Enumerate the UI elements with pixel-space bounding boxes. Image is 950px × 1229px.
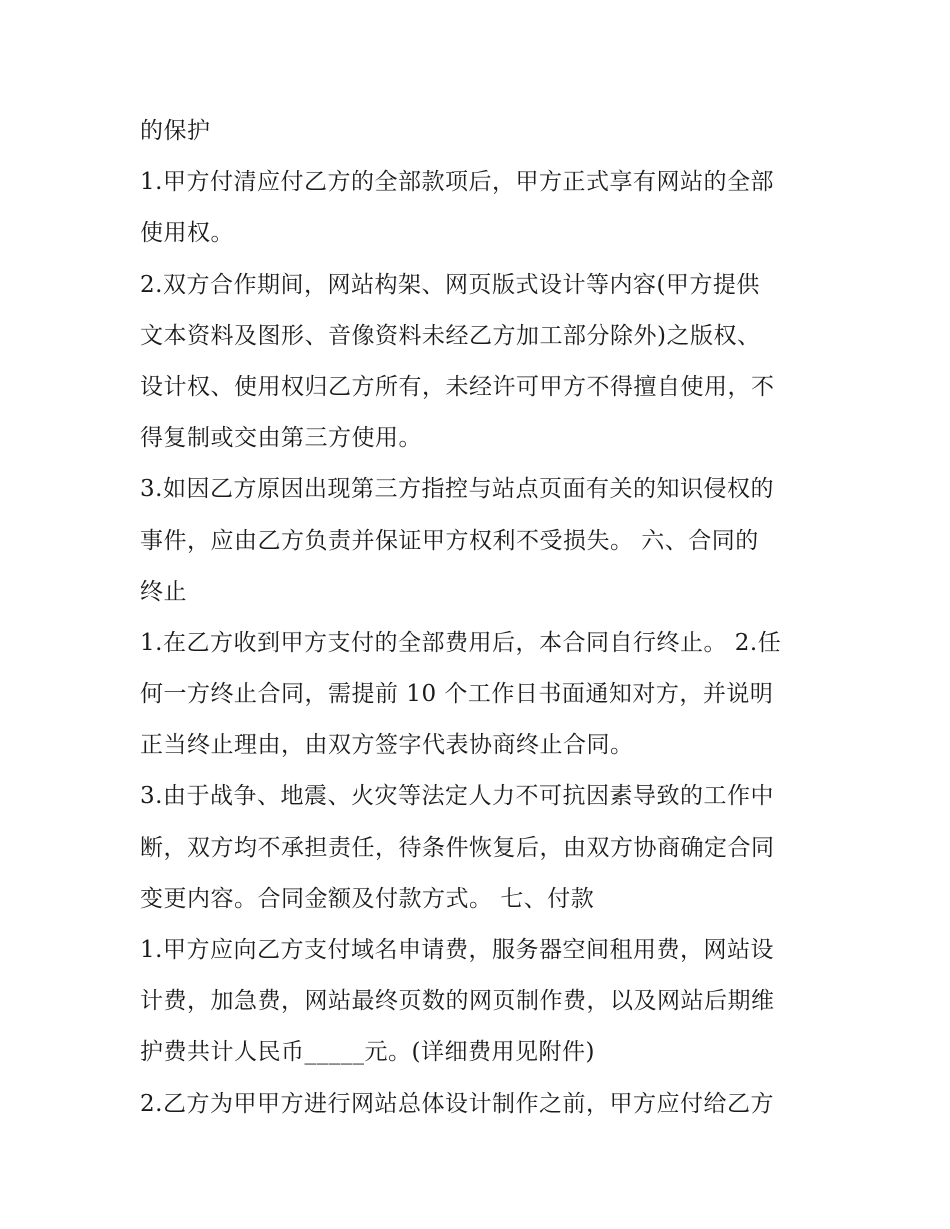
text-line: 终止 xyxy=(140,578,187,605)
text-line: 断，双方均不承担责任，待条件恢复后，由双方协商确定合同 xyxy=(140,834,775,861)
text-line: 的保护 xyxy=(140,118,211,144)
text-line: 3.由于战争、地震、火灾等法定人力不可抗因素导致的工作中 xyxy=(140,783,774,810)
text-line: 变更内容。合同金额及付款方式。 七、付款 xyxy=(140,885,595,912)
document-body xyxy=(140,106,820,1130)
text-line: 正当终止理由，由双方签字代表协商终止合同。 xyxy=(140,732,634,759)
text-line: 事件，应由乙方负责并保证甲方权利不受损失。 六、合同的 xyxy=(140,527,759,554)
text-line: 1.甲方应向乙方支付域名申请费，服务器空间租用费，网站设 xyxy=(140,937,774,963)
text-line: 文本资料及图形、音像资料未经乙方加工部分除外)之版权、 xyxy=(140,322,761,349)
text-line: 使用权。 xyxy=(140,220,234,247)
text-line: 得复制或交由第三方使用。 xyxy=(140,425,422,452)
text-line: 1.在乙方收到甲方支付的全部费用后，本合同自行终止。 2.任 xyxy=(140,629,782,656)
text-line: 护费共计人民币_____元。(详细费用见附件) xyxy=(140,1039,595,1066)
text-line: 2.乙方为甲甲方进行网站总体设计制作之前，甲方应付给乙方 xyxy=(140,1090,774,1117)
text-line: 2.双方合作期间，网站构架、网页版式设计等内容(甲方提供 xyxy=(140,271,760,298)
text-line: 3.如因乙方原因出现第三方指控与站点页面有关的知识侵权的 xyxy=(140,476,774,503)
text-line: 1.甲方付清应付乙方的全部款项后，甲方正式享有网站的全部 xyxy=(140,169,774,196)
text-line: 计费，加急费，网站最终页数的网页制作费，以及网站后期维 xyxy=(140,988,775,1015)
text-line: 何一方终止合同，需提前 10 个工作日书面通知对方，并说明 xyxy=(140,681,774,708)
text-line: 设计权、使用权归乙方所有，未经许可甲方不得擅自使用，不 xyxy=(140,373,775,400)
